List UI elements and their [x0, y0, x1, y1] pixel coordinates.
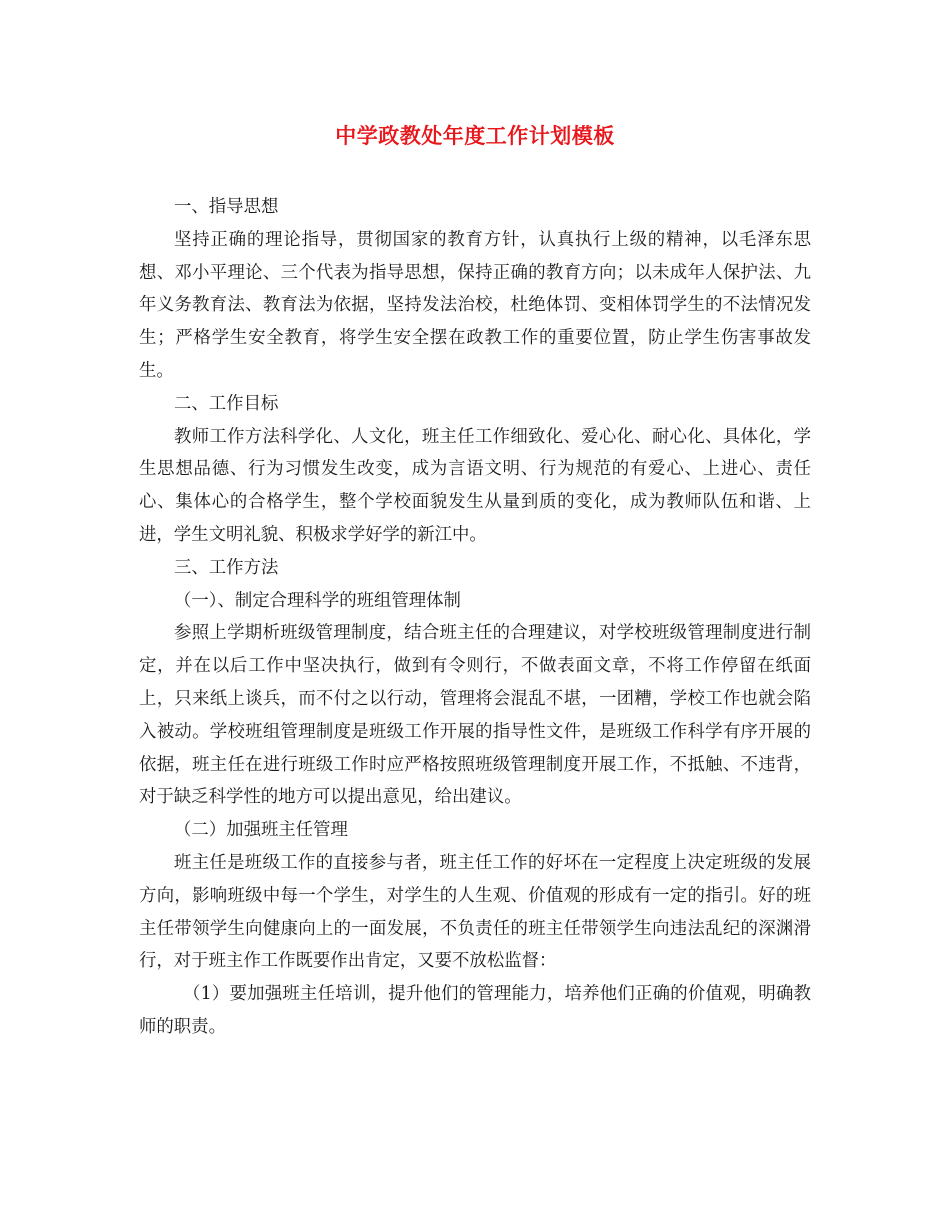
- section-heading-work-goals: 二、工作目标: [174, 393, 279, 414]
- subheading-head-teacher-management: （二）加强班主任管理: [174, 820, 348, 841]
- paragraph-guiding-ideology: 坚持正确的理论指导，贯彻国家的教育方针，认真执行上级的精神，以毛泽东思想、邓小平理论、三个代表为指导思想，保持正确的教育方向；以未成年人保护法、九年义务教育法、教育法为依据，坚持发法治校，杜绝体罚、变相体罚学生的不法情况发生；严格学生安全教育，将学生安全摆在政教工作的重要位置，防止学生伤害事故发生。: [139, 229, 811, 381]
- section-heading-work-methods: 三、工作方法: [174, 557, 279, 578]
- paragraph-head-teacher-management: 班主任是班级工作的直接参与者，班主任工作的好坏在一定程度上决定班级的发展方向，影响班级中每一个学生，对学生的人生观、价值观的形成有一定的指引。好的班主任带领学生向健康向上的一面发展，不负责任的班主任带领学生向违法乱纪的深渊滑行，对于班主作工作既要作出肯定，又要不放松监督：: [139, 852, 811, 972]
- paragraph-work-goals: 教师工作方法科学化、人文化，班主任工作细致化、爱心化、耐心化、具体化，学生思想品德、行为习惯发生改变，成为言语文明、行为规范的有爱心、上进心、责任心、集体心的合格学生，整个学校面貌发生从量到质的变化，成为教师队伍和谐、上进，学生文明礼貌、积极求学好学的新江中。: [139, 426, 811, 545]
- document-title: 中学政教处年度工作计划模板: [335, 123, 615, 148]
- section-heading-guiding-ideology: 一、指导思想: [174, 197, 279, 217]
- list-item-head-teacher-training: （1）要加强班主任培训，提升他们的管理能力，培养他们正确的价值观，明确教师的职责。: [139, 984, 811, 1037]
- document-body: [139, 191, 811, 1044]
- paragraph-class-management-system: 参照上学期析班级管理制度，结合班主任的合理建议，对学校班级管理制度进行制定，并在以后工作中坚决执行，做到有令则行，不做表面文章，不将工作停留在纸面上，只来纸上谈兵，而不付之以行动，管理将会混乱不堪，一团糟，学校工作也就会陷入被动。学校班组管理制度是班级工作开展的指导性文件，是班级工作科学有序开展的依据，班主任在进行班级工作时应严格按照班级管理制度开展工作，不抵触、不违背，对于缺乏科学性的地方可以提出意见，给出建议。: [139, 623, 811, 808]
- subheading-class-management-system: （一）、制定合理科学的班组管理体制: [174, 590, 461, 611]
